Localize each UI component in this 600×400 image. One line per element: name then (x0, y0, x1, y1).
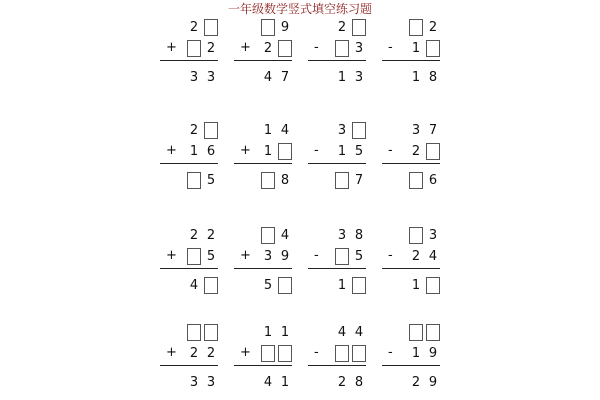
result-row (382, 276, 440, 294)
digit: 1 (411, 40, 421, 56)
minus-sign: - (388, 143, 393, 158)
blank-box[interactable] (409, 324, 423, 341)
bottom-row (382, 142, 440, 160)
result-row (234, 68, 292, 86)
digit: 3 (263, 248, 273, 264)
bottom-row (234, 344, 292, 362)
sum-line (308, 60, 366, 61)
plus-sign: + (240, 248, 251, 263)
digit: 3 (337, 122, 347, 138)
top-row (234, 18, 292, 36)
blank-box[interactable] (261, 227, 275, 244)
blank-box[interactable] (335, 345, 349, 362)
digit: 1 (337, 277, 347, 293)
digit: 3 (354, 40, 364, 56)
top-row (160, 226, 218, 244)
digit: 7 (280, 69, 290, 85)
top-row (160, 323, 218, 341)
result-row (308, 68, 366, 86)
digit: 3 (337, 227, 347, 243)
top-row (234, 226, 292, 244)
digit: 3 (428, 227, 438, 243)
plus-sign: + (240, 143, 251, 158)
problem-6 (234, 121, 300, 187)
result-row (234, 276, 292, 294)
blank-box[interactable] (278, 345, 292, 362)
blank-box[interactable] (261, 345, 275, 362)
digit: 4 (428, 248, 438, 264)
problem-10 (234, 226, 300, 292)
minus-sign: - (388, 345, 393, 360)
bottom-row (382, 344, 440, 362)
digit: 2 (411, 143, 421, 159)
result-row (234, 171, 292, 189)
top-row (308, 121, 366, 139)
result-row (160, 68, 218, 86)
problem-4 (382, 18, 448, 84)
digit: 1 (263, 143, 273, 159)
result-row (382, 373, 440, 391)
digit: 4 (280, 227, 290, 243)
top-row (160, 18, 218, 36)
sum-line (382, 163, 440, 164)
blank-box[interactable] (409, 19, 423, 36)
problem-14 (234, 323, 300, 389)
problem-9 (160, 226, 226, 292)
digit: 2 (411, 374, 421, 390)
digit: 4 (354, 324, 364, 340)
digit: 3 (411, 122, 421, 138)
digit: 4 (280, 122, 290, 138)
top-row (382, 121, 440, 139)
minus-sign: - (388, 40, 393, 55)
digit: 1 (189, 143, 199, 159)
result-row (308, 171, 366, 189)
sum-line (382, 268, 440, 269)
result-row (308, 373, 366, 391)
digit: 4 (263, 374, 273, 390)
sum-line (234, 365, 292, 366)
digit: 4 (337, 324, 347, 340)
digit: 2 (189, 122, 199, 138)
blank-box[interactable] (278, 277, 292, 294)
blank-box[interactable] (352, 19, 366, 36)
blank-box[interactable] (204, 19, 218, 36)
problem-7 (308, 121, 374, 187)
sum-line (160, 60, 218, 61)
sum-line (160, 163, 218, 164)
digit: 9 (428, 345, 438, 361)
digit: 4 (263, 69, 273, 85)
blank-box[interactable] (204, 277, 218, 294)
minus-sign: - (314, 40, 319, 55)
blank-box[interactable] (426, 143, 440, 160)
blank-box[interactable] (204, 324, 218, 341)
digit: 5 (206, 248, 216, 264)
digit: 1 (263, 122, 273, 138)
digit: 3 (206, 374, 216, 390)
bottom-row (160, 247, 218, 265)
digit: 1 (263, 324, 273, 340)
plus-sign: + (166, 248, 177, 263)
problem-2 (234, 18, 300, 84)
result-row (160, 373, 218, 391)
digit: 2 (263, 40, 273, 56)
digit: 9 (280, 248, 290, 264)
blank-box[interactable] (278, 143, 292, 160)
result-row (160, 171, 218, 189)
sum-line (234, 268, 292, 269)
minus-sign: - (314, 345, 319, 360)
minus-sign: - (314, 143, 319, 158)
sum-line (160, 268, 218, 269)
blank-box[interactable] (187, 40, 201, 57)
blank-box[interactable] (187, 172, 201, 189)
blank-box[interactable] (352, 277, 366, 294)
top-row (308, 323, 366, 341)
digit: 6 (428, 172, 438, 188)
sum-line (308, 163, 366, 164)
digit: 2 (337, 374, 347, 390)
blank-box[interactable] (187, 324, 201, 341)
plus-sign: + (166, 40, 177, 55)
top-row (382, 323, 440, 341)
problem-3 (308, 18, 374, 84)
minus-sign: - (388, 248, 393, 263)
digit: 7 (428, 122, 438, 138)
bottom-row (234, 142, 292, 160)
top-row (308, 18, 366, 36)
bottom-row (308, 39, 366, 57)
result-row (160, 276, 218, 294)
problem-16 (382, 323, 448, 389)
sum-line (382, 60, 440, 61)
digit: 2 (206, 40, 216, 56)
sum-line (308, 268, 366, 269)
digit: 2 (411, 248, 421, 264)
bottom-row (308, 344, 366, 362)
problem-13 (160, 323, 226, 389)
result-row (382, 68, 440, 86)
bottom-row (160, 39, 218, 57)
digit: 7 (354, 172, 364, 188)
bottom-row (234, 39, 292, 57)
blank-box[interactable] (426, 324, 440, 341)
digit: 5 (263, 277, 273, 293)
digit: 8 (280, 172, 290, 188)
digit: 8 (354, 227, 364, 243)
sum-line (382, 365, 440, 366)
digit: 5 (354, 248, 364, 264)
digit: 2 (189, 19, 199, 35)
problem-1 (160, 18, 226, 84)
digit: 3 (206, 69, 216, 85)
top-row (234, 323, 292, 341)
problem-11 (308, 226, 374, 292)
minus-sign: - (314, 248, 319, 263)
digit: 1 (411, 277, 421, 293)
bottom-row (308, 142, 366, 160)
problem-8 (382, 121, 448, 187)
digit: 2 (428, 19, 438, 35)
sum-line (308, 365, 366, 366)
top-row (160, 121, 218, 139)
blank-box[interactable] (409, 172, 423, 189)
blank-box[interactable] (335, 172, 349, 189)
digit: 3 (354, 69, 364, 85)
bottom-row (234, 247, 292, 265)
digit: 1 (337, 69, 347, 85)
blank-box[interactable] (335, 40, 349, 57)
plus-sign: + (166, 345, 177, 360)
problem-12 (382, 226, 448, 292)
blank-box[interactable] (187, 248, 201, 265)
bottom-row (382, 39, 440, 57)
digit: 2 (189, 227, 199, 243)
digit: 2 (189, 345, 199, 361)
problem-15 (308, 323, 374, 389)
digit: 3 (189, 69, 199, 85)
top-row (308, 226, 366, 244)
problem-5 (160, 121, 226, 187)
digit: 2 (206, 227, 216, 243)
plus-sign: + (166, 143, 177, 158)
bottom-row (382, 247, 440, 265)
bottom-row (160, 344, 218, 362)
digit: 5 (206, 172, 216, 188)
bottom-row (160, 142, 218, 160)
page-title: 一年级数学竖式填空练习题 (227, 2, 372, 16)
top-row (382, 18, 440, 36)
blank-box[interactable] (204, 122, 218, 139)
digit: 8 (428, 69, 438, 85)
digit: 9 (428, 374, 438, 390)
blank-box[interactable] (352, 122, 366, 139)
blank-box[interactable] (261, 19, 275, 36)
plus-sign: + (240, 40, 251, 55)
digit: 5 (354, 143, 364, 159)
top-row (234, 121, 292, 139)
blank-box[interactable] (426, 40, 440, 57)
digit: 2 (337, 19, 347, 35)
digit: 1 (411, 69, 421, 85)
result-row (234, 373, 292, 391)
sum-line (234, 163, 292, 164)
sum-line (234, 60, 292, 61)
blank-box[interactable] (335, 248, 349, 265)
result-row (382, 171, 440, 189)
blank-box[interactable] (426, 277, 440, 294)
bottom-row (308, 247, 366, 265)
blank-box[interactable] (261, 172, 275, 189)
digit: 3 (189, 374, 199, 390)
digit: 8 (354, 374, 364, 390)
digit: 1 (411, 345, 421, 361)
digit: 1 (280, 324, 290, 340)
plus-sign: + (240, 345, 251, 360)
result-row (308, 276, 366, 294)
blank-box[interactable] (278, 40, 292, 57)
blank-box[interactable] (409, 227, 423, 244)
sum-line (160, 365, 218, 366)
digit: 2 (206, 345, 216, 361)
digit: 1 (280, 374, 290, 390)
digit: 1 (337, 143, 347, 159)
digit: 6 (206, 143, 216, 159)
digit: 9 (280, 19, 290, 35)
top-row (382, 226, 440, 244)
blank-box[interactable] (352, 345, 366, 362)
digit: 4 (189, 277, 199, 293)
